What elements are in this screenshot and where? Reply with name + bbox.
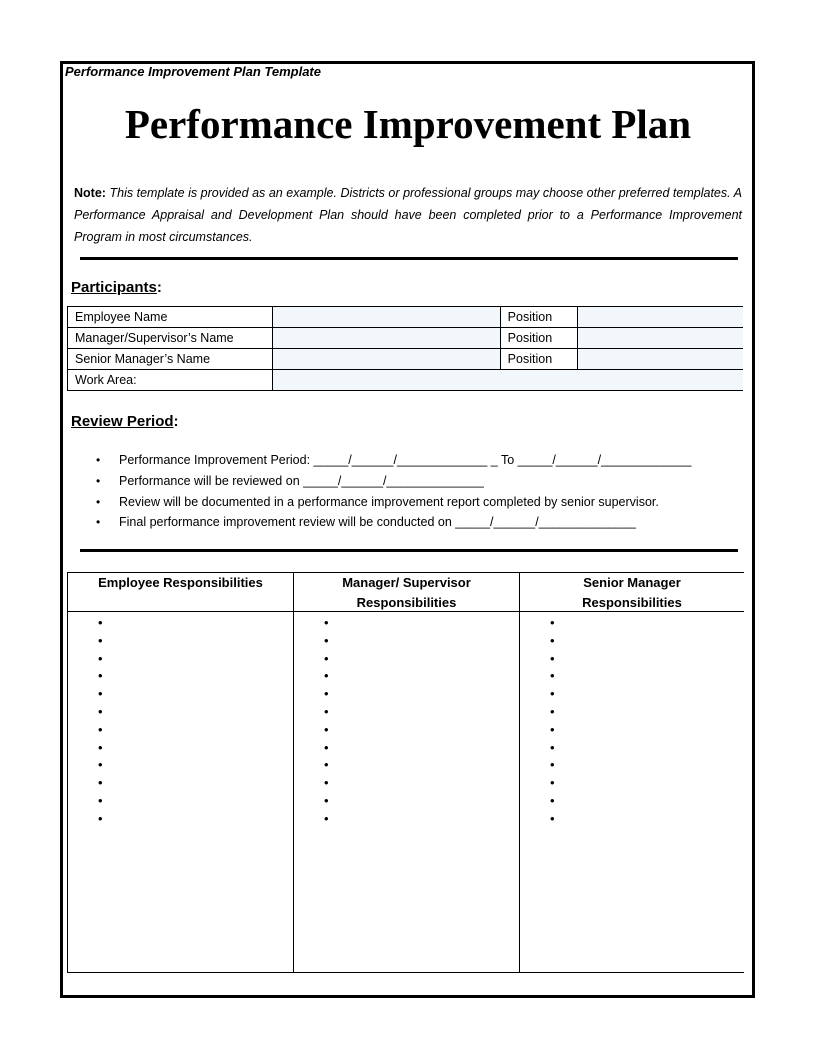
bullet-list[interactable] [294, 612, 519, 828]
table-row [68, 328, 744, 349]
senior-manager-position-field[interactable] [577, 349, 743, 370]
review-item-text: Review will be documented in a performance improvement report completed by senior supervisor. [119, 494, 659, 509]
bullet-icon: • [550, 792, 555, 808]
review-item-text: Final performance improvement review will be conducted on _____/______/______________ [119, 515, 637, 530]
list-item [96, 491, 691, 512]
bullet-icon: • [324, 757, 329, 773]
position-label: Position [500, 328, 577, 349]
table-row [68, 370, 744, 391]
column-header: Manager/ Supervisor Responsibilities [294, 573, 519, 612]
bullet-icon: • [550, 686, 555, 702]
bullet-icon: • [98, 775, 103, 791]
bullet-icon: • [98, 810, 103, 826]
note-label: Note: [74, 186, 106, 200]
bullet-icon: • [324, 721, 329, 737]
bullet-icon: • [550, 668, 555, 684]
table-row [68, 349, 744, 370]
bullet-icon: • [324, 739, 329, 755]
bullet-icon: • [550, 810, 555, 826]
bullet-icon: • [98, 792, 103, 808]
bullet-icon: • [324, 632, 329, 648]
bullet-icon: • [550, 739, 555, 755]
participants-table [67, 306, 743, 391]
bullet-icon: • [96, 474, 101, 489]
bullet-icon: • [324, 792, 329, 808]
review-item-text: Performance Improvement Period: _____/______/_____________ _ To _____/______/_____________ [119, 453, 692, 468]
bullet-icon: • [550, 775, 555, 791]
responsibilities-table [67, 572, 744, 973]
bullet-icon: • [324, 615, 329, 630]
employee-name-field[interactable] [272, 307, 500, 328]
review-period-heading: Review Period: [71, 413, 179, 430]
bullet-icon: • [324, 650, 329, 666]
bullet-icon: • [550, 721, 555, 737]
participants-heading: Participants: [71, 279, 162, 296]
bullet-icon: • [96, 515, 101, 530]
divider-rule [80, 257, 738, 260]
bullet-icon: • [98, 703, 103, 719]
bullet-icon: • [324, 686, 329, 702]
bullet-icon: • [98, 686, 103, 702]
manager-name-field[interactable] [272, 328, 500, 349]
column-header: Employee Responsibilities [68, 573, 293, 612]
bullet-icon: • [98, 739, 103, 755]
review-item-text: Performance will be reviewed on _____/______/______________ [119, 474, 484, 489]
bullet-icon: • [98, 757, 103, 773]
participant-label: Work Area: [68, 370, 273, 391]
bullet-icon: • [550, 632, 555, 648]
participant-label: Employee Name [68, 307, 273, 328]
bullet-icon: • [98, 615, 103, 630]
employee-position-field[interactable] [577, 307, 743, 328]
bullet-icon: • [98, 632, 103, 648]
bullet-icon: • [324, 775, 329, 791]
bullet-icon: • [550, 703, 555, 719]
column-header: Senior Manager Responsibilities [520, 573, 744, 612]
bullet-icon: • [550, 615, 555, 630]
bullet-icon: • [98, 721, 103, 737]
position-label: Position [500, 307, 577, 328]
review-period-list [96, 450, 691, 533]
bullet-icon: • [98, 650, 103, 666]
bullet-icon: • [96, 494, 101, 509]
bullet-icon: • [324, 810, 329, 826]
divider-rule [80, 549, 738, 552]
work-area-field[interactable] [272, 370, 743, 391]
bullet-icon: • [324, 703, 329, 719]
bullet-list[interactable] [68, 612, 293, 828]
bullet-icon: • [550, 650, 555, 666]
employee-responsibilities-column [68, 573, 294, 972]
bullet-icon: • [550, 757, 555, 773]
senior-manager-name-field[interactable] [272, 349, 500, 370]
list-item [96, 512, 691, 533]
senior-manager-responsibilities-column [520, 573, 744, 972]
bullet-icon: • [98, 668, 103, 684]
note-text: This template is provided as an example. Districts or professional groups may choose other preferred templates. A Performance Appraisal and Development Plan should have been completed prior to a Performance Improvement Program in most circumstances. [74, 186, 742, 244]
manager-responsibilities-column [294, 573, 520, 972]
note-paragraph [74, 182, 742, 248]
manager-position-field[interactable] [577, 328, 743, 349]
position-label: Position [500, 349, 577, 370]
table-row [68, 307, 744, 328]
template-header-note: Performance Improvement Plan Template [65, 64, 321, 79]
bullet-list[interactable] [520, 612, 744, 828]
bullet-icon: • [324, 668, 329, 684]
list-item [96, 471, 691, 492]
bullet-icon: • [96, 453, 101, 468]
participant-label: Manager/Supervisor’s Name [68, 328, 273, 349]
participant-label: Senior Manager’s Name [68, 349, 273, 370]
list-item [96, 450, 691, 471]
page-title: Performance Improvement Plan [124, 101, 692, 147]
